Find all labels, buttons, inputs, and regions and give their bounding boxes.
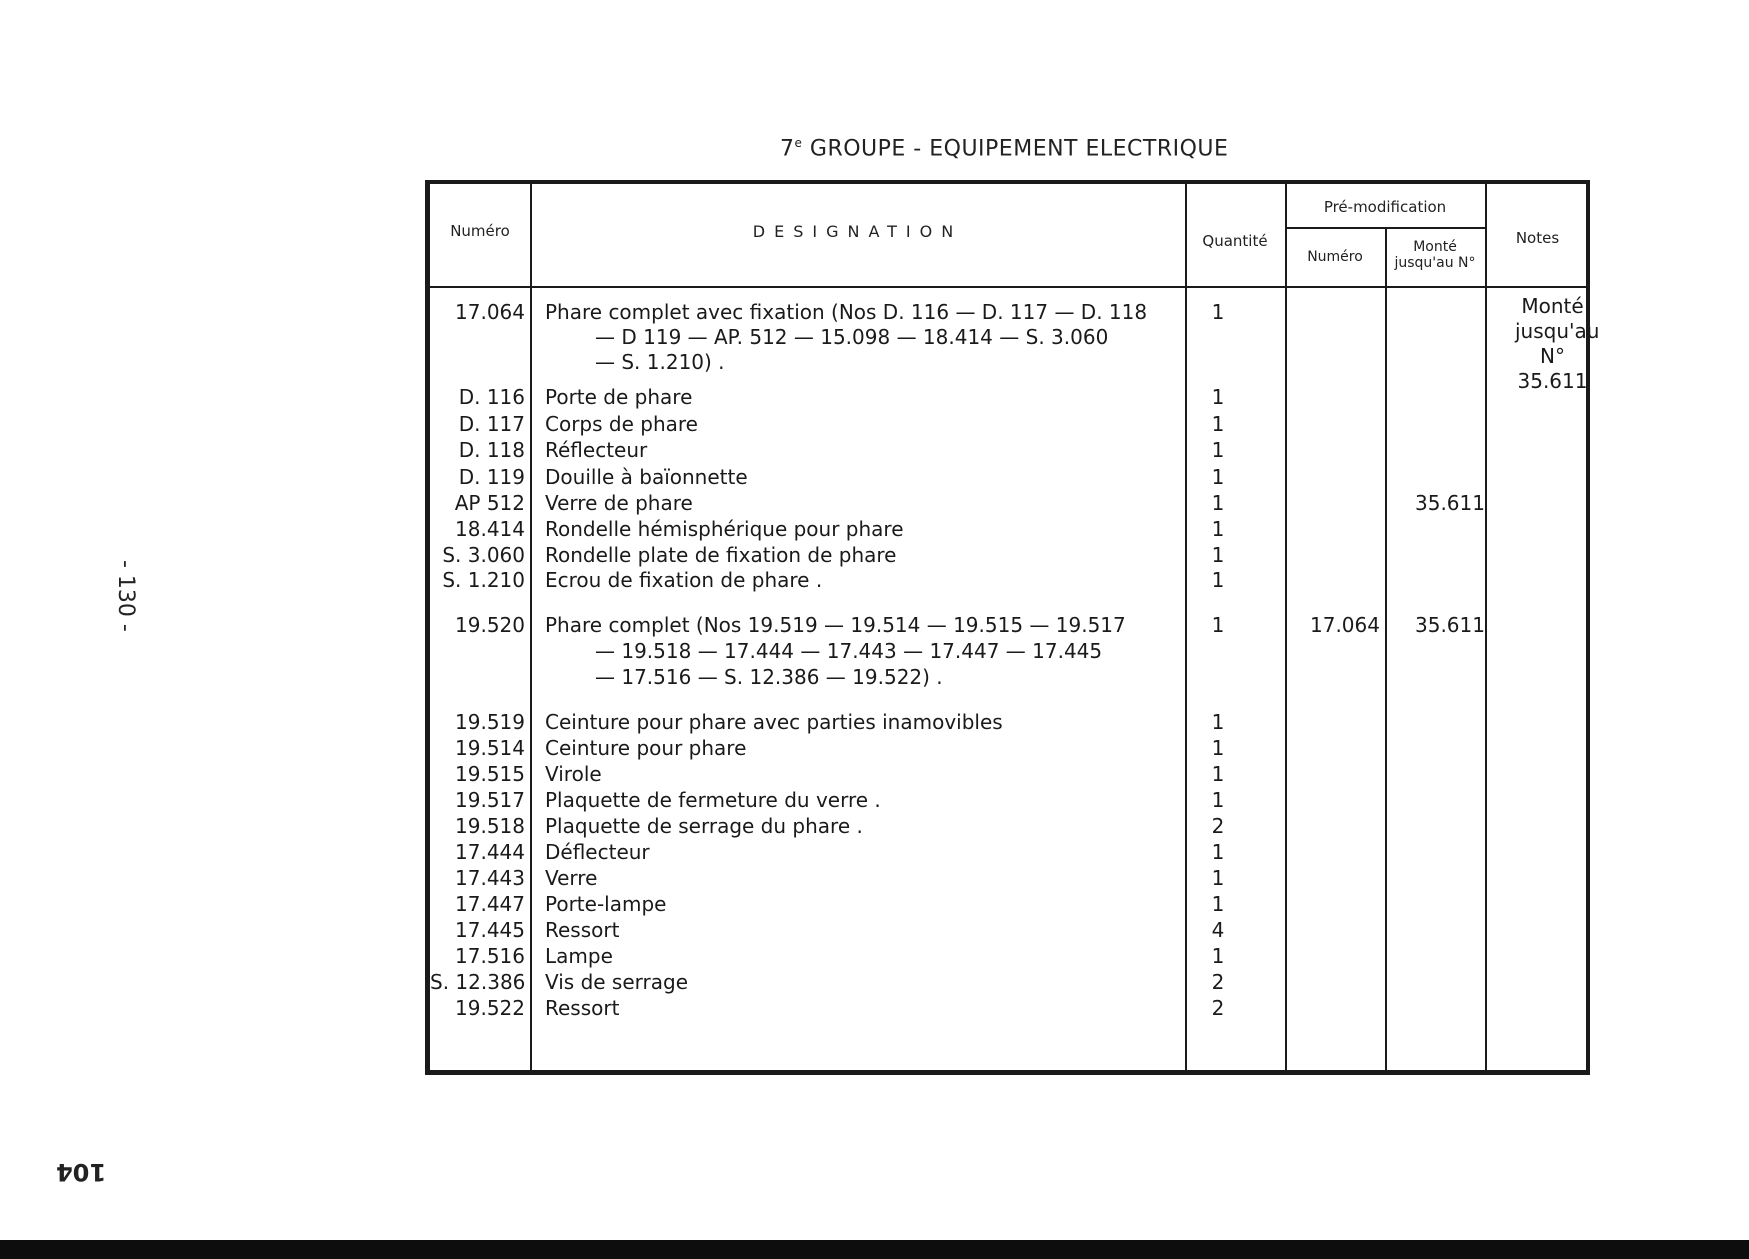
part-number: D. 118 (458, 438, 525, 462)
header-premod: Pré-modification (1323, 198, 1447, 216)
table-row (430, 664, 1590, 690)
header-premod-monte-line1: Monté (1413, 239, 1457, 255)
notes-line: Monté (1521, 294, 1584, 318)
quantity: 1 (1211, 465, 1225, 489)
part-number: 19.522 (455, 996, 525, 1020)
part-designation: Déflecteur (545, 840, 650, 864)
notes-line: N° (1540, 344, 1565, 368)
part-designation: Phare complet (Nos 19.519 — 19.514 — 19.515 — 19.517 (545, 613, 1126, 637)
part-designation: Virole (545, 762, 602, 786)
notes-line: 35.611 (1517, 369, 1588, 393)
table-row (430, 813, 1590, 839)
part-designation: Plaquette de serrage du phare . (545, 814, 863, 838)
table-row (430, 490, 1590, 516)
part-designation: — 19.518 — 17.444 — 17.443 — 17.447 — 17.445 (595, 639, 1103, 663)
part-designation: Vis de serrage (545, 970, 689, 994)
part-number: 17.516 (455, 944, 525, 968)
quantity: 2 (1211, 814, 1225, 838)
table-row (430, 865, 1590, 891)
table-row (430, 349, 1590, 375)
part-number: 17.445 (455, 918, 525, 942)
quantity: 4 (1211, 918, 1225, 942)
premod-monte: 35.611 (1415, 491, 1485, 515)
premod-number: 17.064 (1310, 613, 1380, 637)
part-number: 19.518 (455, 814, 525, 838)
part-number: 17.064 (455, 300, 525, 324)
table-row (430, 638, 1590, 664)
part-number: 19.515 (455, 762, 525, 786)
part-designation: Réflecteur (545, 438, 648, 462)
part-number: 18.414 (455, 517, 525, 541)
part-number: 19.520 (455, 613, 525, 637)
title-prefix: 7 (780, 136, 795, 162)
part-number: S. 3.060 (442, 543, 525, 567)
side-page-number: - 130 - (113, 560, 138, 632)
scan-border (0, 1240, 1749, 1259)
quantity: 1 (1211, 300, 1225, 324)
quantity: 1 (1211, 944, 1225, 968)
table-row (430, 516, 1590, 542)
part-designation: Ecrou de fixation de phare . (545, 568, 823, 592)
part-designation: Phare complet avec fixation (Nos D. 116 — D. 117 — D. 118 (545, 300, 1148, 324)
header-premod-monte (1385, 239, 1485, 271)
table-row (430, 567, 1590, 593)
quantity: 1 (1211, 385, 1225, 409)
table-row (430, 299, 1590, 325)
table-row (430, 969, 1590, 995)
part-designation: — 17.516 — S. 12.386 — 19.522) . (595, 665, 943, 689)
part-number: 19.517 (455, 788, 525, 812)
table-row (430, 891, 1590, 917)
page-title (780, 136, 1228, 161)
quantity: 1 (1211, 438, 1225, 462)
table-row (430, 612, 1590, 638)
table-row (430, 384, 1590, 410)
part-number: S. 12.386 (430, 970, 526, 994)
part-designation: — D 119 — AP. 512 — 15.098 — 18.414 — S. 3.060 (595, 325, 1109, 349)
part-number: AP 512 (454, 491, 525, 515)
quantity: 1 (1211, 892, 1225, 916)
part-designation: — S. 1.210) . (595, 350, 725, 374)
table-row (430, 437, 1590, 463)
part-number: 17.444 (455, 840, 525, 864)
part-designation: Ceinture pour phare avec parties inamovibles (545, 710, 1003, 734)
quantity: 1 (1211, 736, 1225, 760)
header-separator (430, 286, 1586, 288)
premod-monte: 35.611 (1415, 613, 1485, 637)
table-row (430, 324, 1590, 350)
table-row (430, 761, 1590, 787)
quantity: 1 (1211, 710, 1225, 734)
part-designation: Rondelle hémisphérique pour phare (545, 517, 904, 541)
part-number: S. 1.210 (442, 568, 525, 592)
quantity: 2 (1211, 970, 1225, 994)
table-row (430, 995, 1590, 1021)
part-designation: Lampe (545, 944, 613, 968)
quantity: 2 (1211, 996, 1225, 1020)
quantity: 1 (1211, 840, 1225, 864)
header-premod-monte-line2: jusqu'au N° (1394, 255, 1476, 271)
part-designation: Douille à baïonnette (545, 465, 748, 489)
quantity: 1 (1211, 517, 1225, 541)
part-number: 19.519 (455, 710, 525, 734)
part-number: D. 116 (458, 385, 525, 409)
parts-table (425, 180, 1600, 1075)
premod-separator (1285, 227, 1485, 229)
part-number: 17.447 (455, 892, 525, 916)
table-row (430, 411, 1590, 437)
quantity: 1 (1211, 788, 1225, 812)
part-designation: Rondelle plate de fixation de phare (545, 543, 897, 567)
quantity: 1 (1211, 866, 1225, 890)
table-row (430, 735, 1590, 761)
table-row (430, 839, 1590, 865)
part-designation: Verre (545, 866, 598, 890)
quantity: 1 (1211, 762, 1225, 786)
table-row (430, 787, 1590, 813)
part-designation: Plaquette de fermeture du verre . (545, 788, 881, 812)
part-number: D. 119 (458, 465, 525, 489)
quantity: 1 (1211, 543, 1225, 567)
header-premod-numero: Numéro (1307, 249, 1363, 265)
part-designation: Verre de phare (545, 491, 693, 515)
table-row (430, 943, 1590, 969)
part-number: 19.514 (455, 736, 525, 760)
header-notes: Notes (1515, 229, 1560, 247)
part-number: 17.443 (455, 866, 525, 890)
quantity: 1 (1211, 412, 1225, 436)
part-number: D. 117 (458, 412, 525, 436)
notes-line: jusqu'au (1515, 319, 1600, 343)
header-quantite: Quantité (1202, 232, 1268, 250)
header-designation: DESIGNATION (752, 222, 963, 241)
title-sup: e (794, 136, 803, 150)
part-designation: Ressort (545, 996, 620, 1020)
header-numero: Numéro (450, 222, 510, 240)
quantity: 1 (1211, 491, 1225, 515)
part-designation: Corps de phare (545, 412, 698, 436)
table-row (430, 917, 1590, 943)
part-designation: Porte-lampe (545, 892, 667, 916)
bottom-page-number: 104 (56, 1158, 107, 1186)
quantity: 1 (1211, 568, 1225, 592)
table-row (430, 542, 1590, 568)
table-row (430, 709, 1590, 735)
table-row (430, 464, 1590, 490)
part-designation: Ceinture pour phare (545, 736, 747, 760)
part-designation: Porte de phare (545, 385, 693, 409)
part-designation: Ressort (545, 918, 620, 942)
title-text: GROUPE - EQUIPEMENT ELECTRIQUE (809, 136, 1229, 162)
quantity: 1 (1211, 613, 1225, 637)
